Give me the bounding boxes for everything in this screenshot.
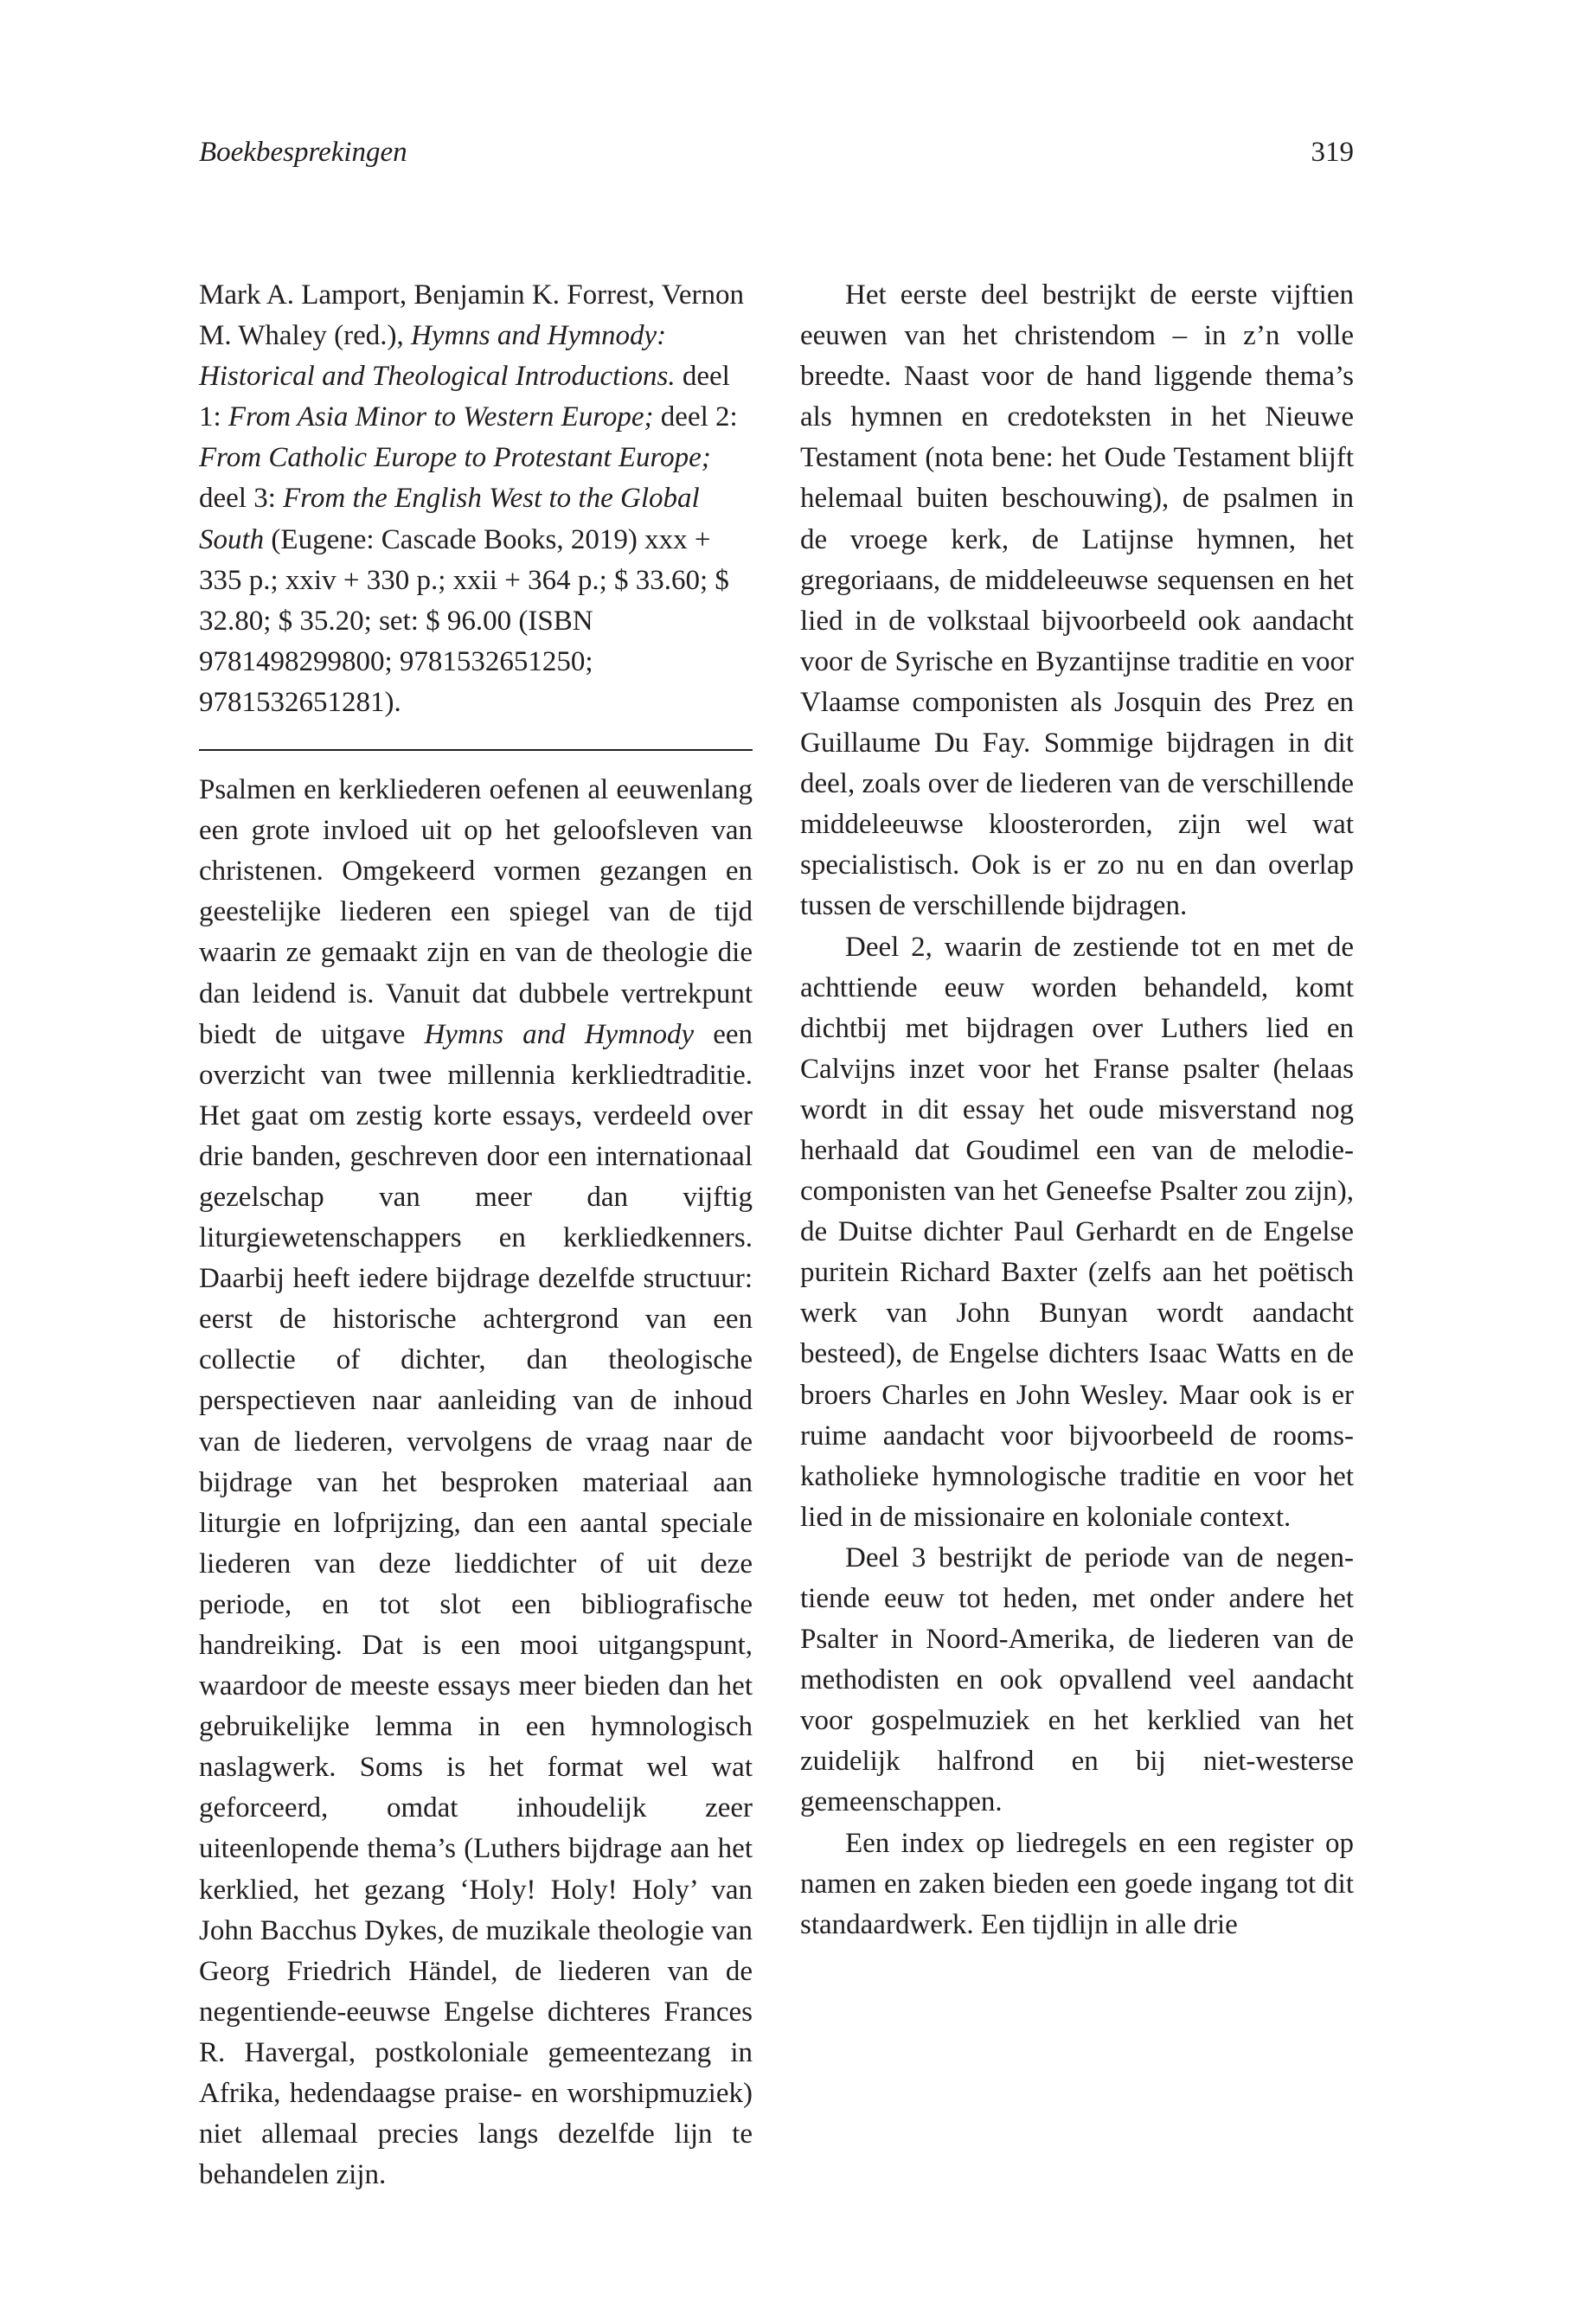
citation-vol3-prefix: deel 3: xyxy=(199,483,284,515)
review-paragraph-3: Deel 2, waarin de zestiende tot en met de achttiende eeuw worden behandeld, komt dichtbij met bijdragen over Luthers lied en Calvijns inzet voor het Franse psalter (helaas wordt in dit essay het oude misverstand nog herhaald dat Goudimel een van de melodiecomponisten van het Geneefse Psalter zou zijn), de Duitse dichter Paul Gerhardt en de Engelse puritein Richard Baxter (zelfs aan het poëtisch werk van John Bunyan wordt aandacht besteed), de Engelse dichters Isaac Watts en de broers Charles en John Wesley. Maar ook is er ruime aandacht voor bijvoorbeeld de rooms-katholieke hymnologische traditie en voor het lied in de missionaire en koloniale context. xyxy=(800,931,1354,1533)
citation-publication: (Eugene: Cascade Books, 2019) xxx + 335 p.; xxiv + 330 p.; xxii + 364 p.; $ 33.60; $ 32.80; $ 35.20; set: $ 96.00 (ISBN 9781498299800; 9781532651250; 9781532651281). xyxy=(199,523,729,718)
citation-divider xyxy=(199,749,753,751)
book-citation xyxy=(199,275,753,723)
citation-editors: Mark A. Lamport, Benjamin K. Forrest, Vernon M. Whaley (red.), xyxy=(199,279,744,352)
citation-vol1-title: From Asia Minor to Western Europe; xyxy=(228,401,654,433)
paragraph-1-part-c: een overzicht van twee millennia kerkliedtraditie. Het gaat om zestig korte essays, verdeeld over drie banden, geschreven door een internationaal gezelschap van meer dan vijftig liturgiewetenschappers en kerkliedkenners. Daarbij heeft iedere bijdrage dezelfde structuur: eerst de historische achtergrond van een collectie of dichter, dan theologische perspectieven naar aanleiding van de inhoud van de liederen, vervolgens de vraag naar de bijdrage van het besproken materiaal aan liturgie en lofprijzing, dan een aantal speciale liederen van deze lieddichter of uit deze periode, en tot slot een bibliografische handreiking. Dat is een mooi uitgangspunt, waardoor de meeste essays meer bieden dan het gebruikelijke lemma in een hymnologisch naslagwerk. Soms is het format wel wat geforceerd, omdat inhoudelijk zeer uiteenlopende thema’s (Luthers bijdrage aan het kerklied, het gezang ‘Holy! Holy! Holy’ van John Bacchus Dykes, de muzikale theologie van Georg Friedrich Händel, de liederen van de negentiende-eeuwse Engelse dichteres Frances R. Havergal, postkoloniale gemeentezang in Afrika, hedendaagse praise- en worshipmuziek) niet allemaal precies langs dezelfde lijn te behandelen zijn. xyxy=(199,1018,753,2191)
page-number: 319 xyxy=(1311,137,1354,168)
citation-title: Hymns and Hymnody: Historical and Theological Introductions. xyxy=(199,320,676,393)
right-column xyxy=(800,275,1354,1945)
left-column xyxy=(199,275,753,2195)
citation-vol1-prefix: deel 1: xyxy=(199,361,730,433)
section-title: Boekbesprekingen xyxy=(199,137,407,168)
citation-vol3-title: From the English West to the Global South xyxy=(199,483,700,555)
review-paragraph-1 xyxy=(199,770,753,2195)
citation-vol2-prefix: deel 2: xyxy=(653,401,738,433)
paragraph-1-book-title: Hymns and Hymnody xyxy=(424,1018,695,1050)
citation-vol2-title: From Catholic Europe to Protestant Europe; xyxy=(199,442,711,474)
review-paragraph-2: Het eerste deel bestrijkt de eerste vijftien eeuwen van het christendom – in z’n volle breedte. Naast voor de hand liggende thema’s als hymnen en credoteksten in het Nieuwe Testament (nota bene: het Oude Testament blijft helemaal buiten beschouwing), de psalmen in de vroege kerk, de Latijnse hymnen, het gregoriaans, de middeleeuwse sequensen en het lied in de volkstaal bijvoorbeeld ook aandacht voor de Syrische en Byzantijnse traditie en voor Vlaamse componisten als Josquin des Prez en Guillaume Du Fay. Sommige bijdragen in dit deel, zoals over de liederen van de verschillende middeleeuwse kloosterorden, zijn wel wat specialistisch. Ook is er zo nu en dan overlap tussen de verschillende bijdragen. xyxy=(800,279,1354,922)
review-paragraph-4: Deel 3 bestrijkt de periode van de negentiende eeuw tot heden, met onder andere het Psalter in Noord-Amerika, de liederen van de methodisten en ook opvallend veel aandacht voor gospelmuziek en het kerklied van het zuidelijk halfrond en bij niet-westerse gemeenschappen. xyxy=(800,1541,1354,1818)
running-head xyxy=(199,137,1354,169)
review-paragraph-5: Een index op liedregels en een register op namen en zaken bieden een goede ingang tot dit standaardwerk. Een tijdlijn in alle drie xyxy=(800,1827,1354,1940)
paragraph-1-part-a: Psalmen en kerkliederen oefenen al eeuwenlang een grote invloed uit op het geloofsleven van christenen. Omgekeerd vormen gezangen en geestelijke liederen een spiegel van de tijd waarin ze gemaakt zijn en van de theologie die dan leidend is. Vanuit dat dubbele vertrekpunt biedt de uitgave xyxy=(199,774,753,1050)
